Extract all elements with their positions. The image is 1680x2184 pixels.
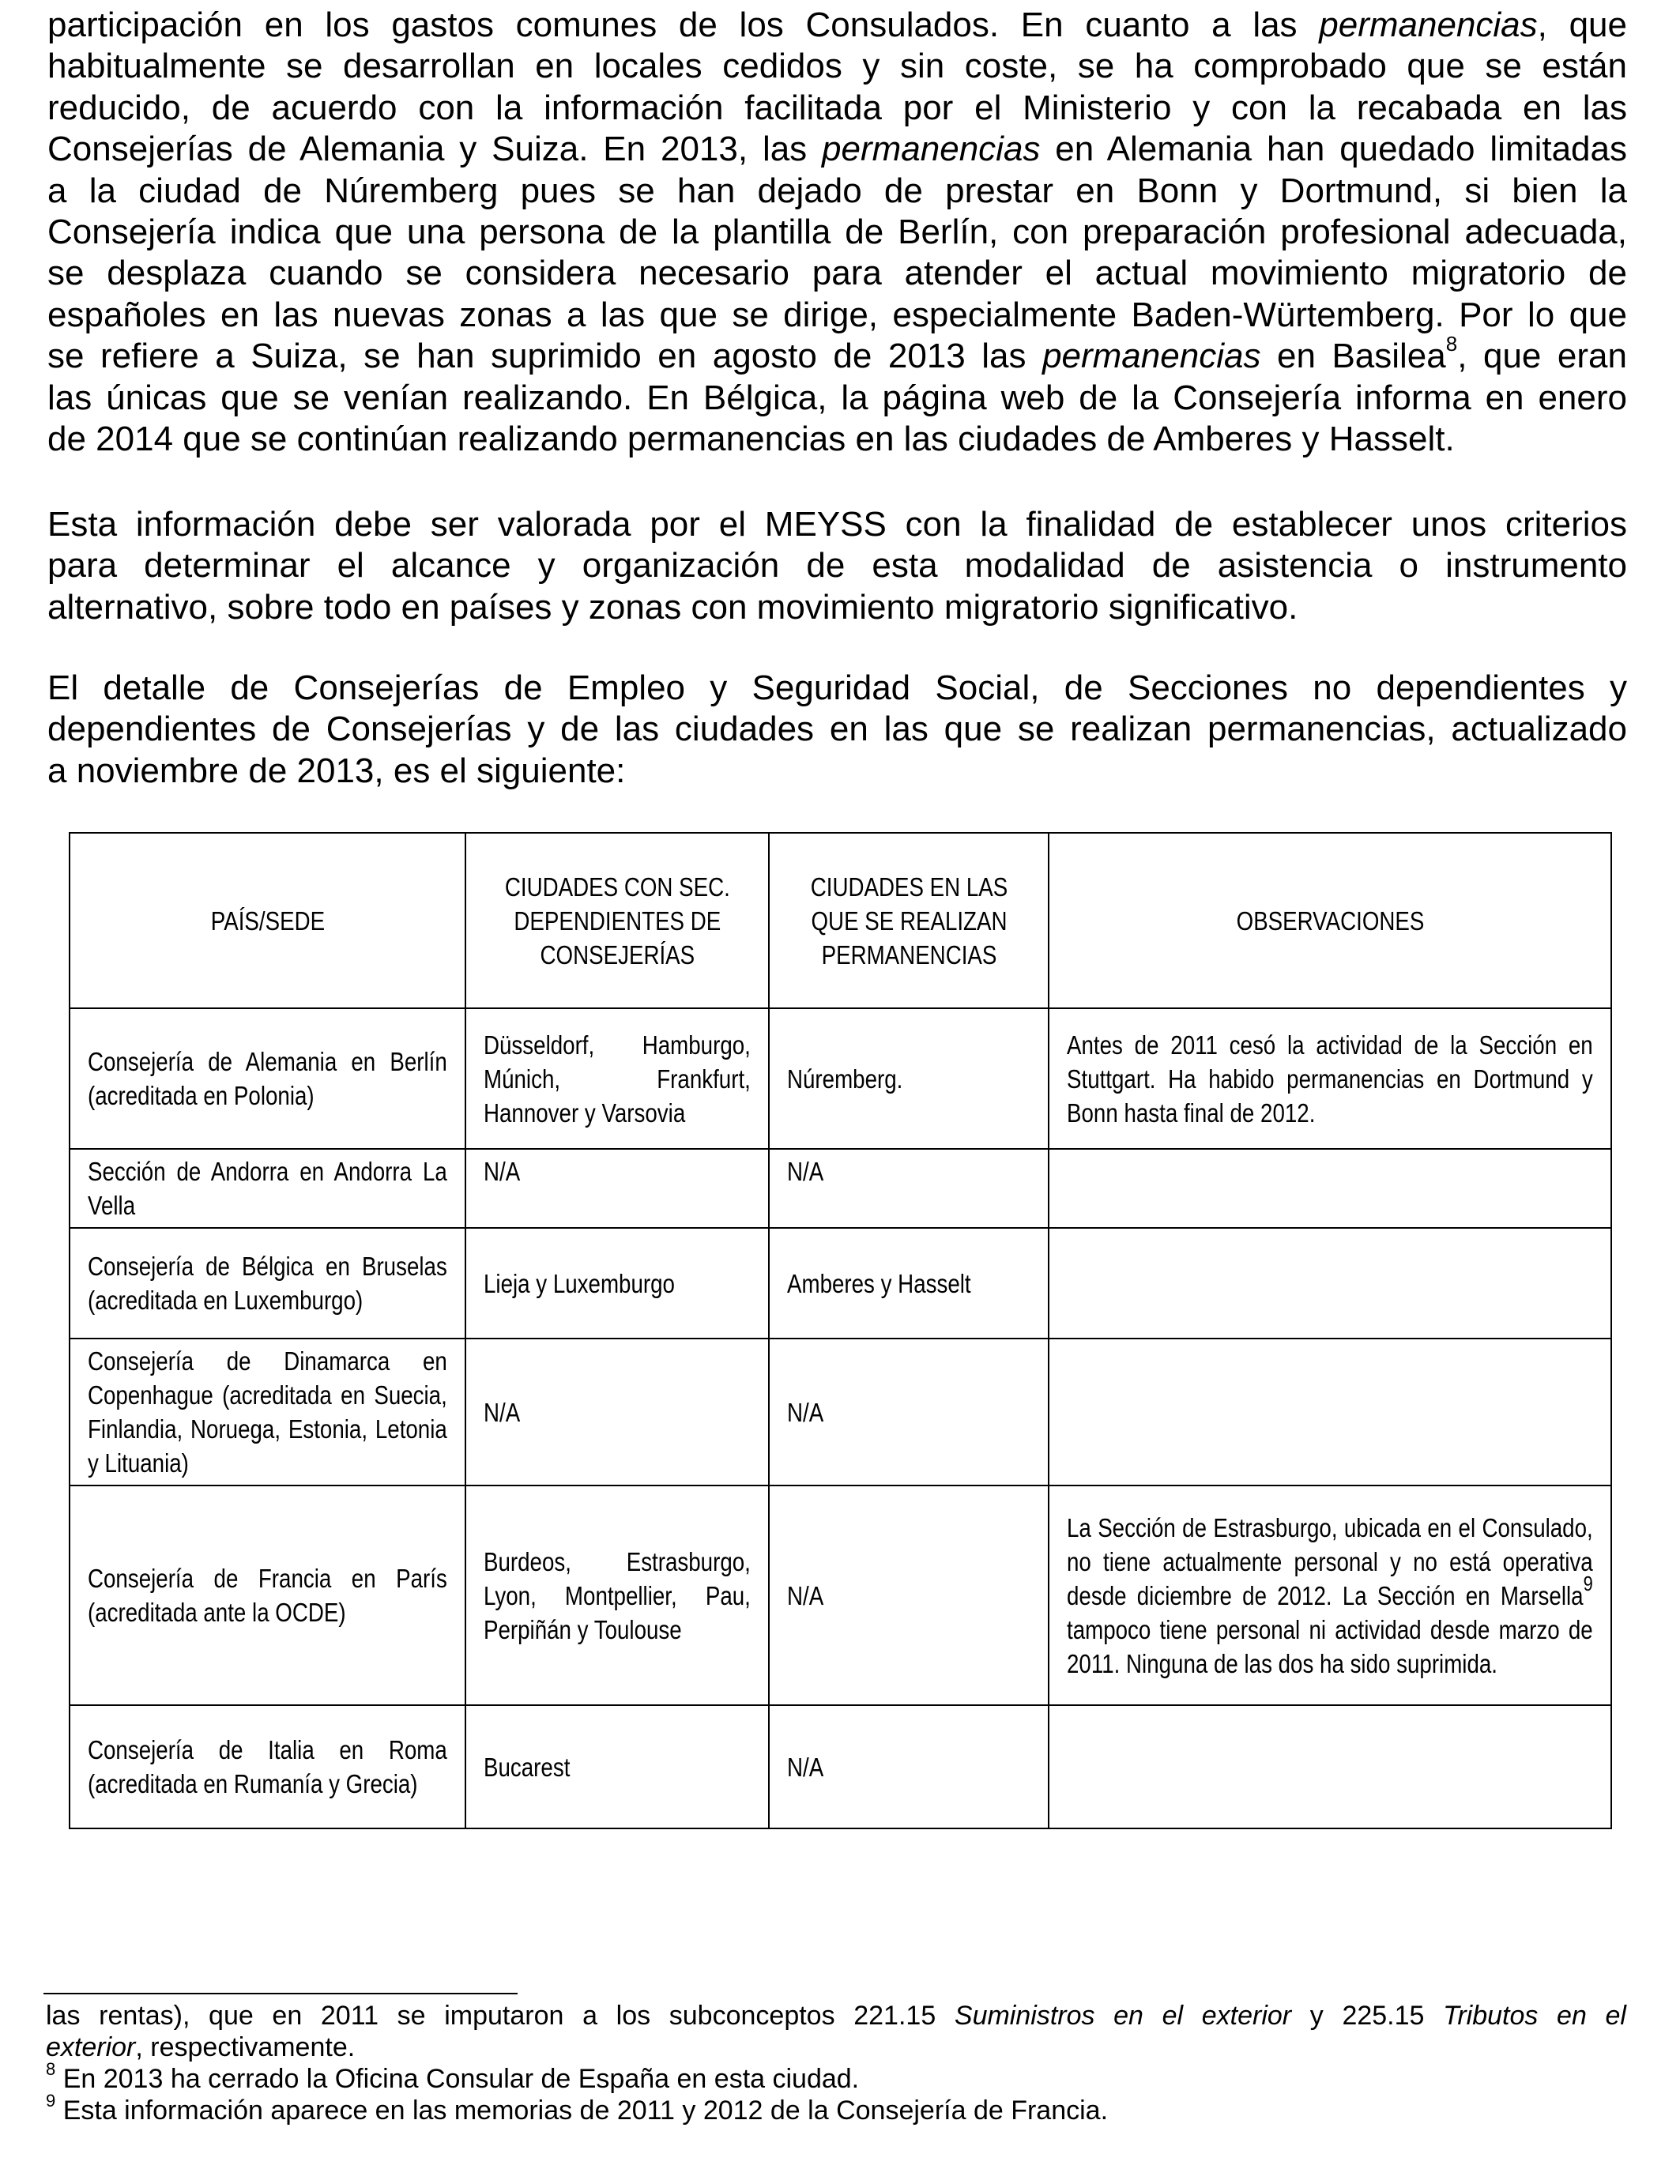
footnote-8: $^8$ En 2013 ha cerrado la Oficina Consular de España en esta ciudad.	[46, 2058, 860, 2094]
cell-observaciones	[1049, 1339, 1611, 1485]
text-line: Consejerías de Alemania y Suiza. En 2013, las permanencias en Alemania han quedado limitadas	[47, 130, 1627, 169]
cell-observaciones: La Sección de Estrasburgo, ubicada en el Consulado, no tiene actualmente personal y no está operativa desde diciembre de 2012. La Sección en Marsella$^9$ tampoco tiene personal ni actividad desde marzo de 2011. Ninguna de las dos ha sido suprimida.	[1049, 1485, 1611, 1705]
cell-ciudades-sec: Bucarest	[465, 1705, 769, 1828]
cell-permanencias: N/A	[769, 1485, 1049, 1705]
footnote-ref-8: 8	[1445, 331, 1458, 356]
cell-ciudades-sec: Düsseldorf, Hamburgo, Múnich, Frankfurt, Hannover y Varsovia	[465, 1008, 769, 1149]
footnote-9: $^9$ Esta información aparece en las memorias de 2011 y 2012 de la Consejería de Francia.	[46, 2090, 1109, 2126]
table-row	[70, 1228, 1611, 1339]
cell-pais: Consejería de Italia en Roma (acreditada en Rumanía y Grecia)	[70, 1705, 465, 1828]
cell-permanencias: Amberes y Hasselt	[769, 1228, 1049, 1339]
text-line: de 2014 que se continúan realizando permanencias en las ciudades de Amberes y Hasselt.	[47, 420, 1455, 459]
text-line: se refiere a Suiza, se han suprimido en agosto de 2013 las permanencias en Basilea$^8$, que eran	[47, 331, 1627, 376]
text-line: Esta información debe ser valorada por el MEYSS con la finalidad de establecer unos criterios	[47, 505, 1627, 544]
text-line: españoles en las nuevas zonas a las que se dirige, especialmente Baden-Würtemberg. Por lo que	[47, 295, 1627, 334]
paragraph-valoracion	[47, 504, 1627, 628]
table-row	[70, 1485, 1611, 1705]
cell-observaciones	[1049, 1705, 1611, 1828]
text-line: reducido, de acuerdo con la información facilitada por el Ministerio y con la recabada en las	[47, 88, 1627, 127]
footnote-separator	[43, 1993, 518, 1994]
text-line: a la ciudad de Núremberg pues se han dejado de prestar en Bonn y Dortmund, si bien la	[47, 171, 1627, 210]
cell-ciudades-sec: Burdeos, Estrasburgo, Lyon, Montpellier, Pau, Perpiñán y Toulouse	[465, 1485, 769, 1705]
cell-ciudades-sec: Lieja y Luxemburgo	[465, 1228, 769, 1339]
cell-pais: Consejería de Bélgica en Bruselas (acreditada en Luxemburgo)	[70, 1228, 465, 1339]
cell-observaciones	[1049, 1228, 1611, 1339]
footnote-ref-9: 9	[1583, 1571, 1593, 1595]
footnotes	[46, 2000, 1626, 2126]
text-line: habitualmente se desarrollan en locales cedidos y sin coste, se ha comprobado que se están	[47, 47, 1627, 86]
text-line: dependientes de Consejerías y de las ciudades en las que se realizan permanencias, actualizado	[47, 710, 1627, 749]
header-pais: PAÍS/SEDE	[70, 833, 465, 1008]
text-line: para determinar el alcance y organización de esta modalidad de asistencia o instrumento	[47, 546, 1627, 586]
cell-observaciones: Antes de 2011 cesó la actividad de la Sección en Stuttgart. Ha habido permanencias en Dortmund y Bonn hasta final de 2012.	[1049, 1008, 1611, 1149]
text-line: El detalle de Consejerías de Empleo y Seguridad Social, de Secciones no dependientes y	[47, 668, 1627, 707]
header-ciudades-perm: CIUDADES EN LAS QUE SE REALIZAN PERMANENCIAS	[769, 833, 1049, 1008]
header-observaciones: OBSERVACIONES	[1049, 833, 1611, 1008]
table-row	[70, 1008, 1611, 1149]
table-row	[70, 1149, 1611, 1228]
table-row	[70, 1339, 1611, 1485]
cell-observaciones	[1049, 1149, 1611, 1228]
cell-pais: Sección de Andorra en Andorra La Vella	[70, 1149, 465, 1228]
cell-permanencias: Núremberg.	[769, 1008, 1049, 1149]
text-line: participación en los gastos comunes de los Consulados. En cuanto a las permanencias, que	[47, 6, 1627, 44]
cell-pais: Consejería de Alemania en Berlín (acreditada en Polonia)	[70, 1008, 465, 1149]
cell-ciudades-sec: N/A	[465, 1149, 769, 1228]
header-ciudades-sec: CIUDADES CON SEC. DEPENDIENTES DE CONSEJERÍAS	[465, 833, 769, 1008]
cell-permanencias: N/A	[769, 1705, 1049, 1828]
footnote-continuation-line: las rentas), que en 2011 se imputaron a los subconceptos 221.15 Suministros en el exterior y 225.15 Tributos en el	[46, 2001, 1626, 2031]
paragraph-detalle	[47, 668, 1627, 792]
cell-ciudades-sec: N/A	[465, 1339, 769, 1485]
text-line: se desplaza cuando se considera necesario para atender el actual movimiento migratorio de	[47, 254, 1627, 293]
cell-permanencias: N/A	[769, 1339, 1049, 1485]
cell-permanencias: N/A	[769, 1149, 1049, 1228]
cell-pais: Consejería de Dinamarca en Copenhague (acreditada en Suecia, Finlandia, Noruega, Estonia, Letonia y Lituania)	[70, 1339, 465, 1485]
text-line: Consejería indica que una persona de la plantilla de Berlín, con preparación profesional adecuada,	[47, 213, 1627, 252]
paragraph-permanencias	[47, 5, 1627, 460]
cell-pais: Consejería de Francia en París (acreditada ante la OCDE)	[70, 1485, 465, 1705]
table-row	[70, 1705, 1611, 1828]
text-line: a noviembre de 2013, es el siguiente:	[47, 751, 626, 790]
footnote-continuation-line: exterior, respectivamente.	[46, 2032, 356, 2062]
text-line: las únicas que se venían realizando. En Bélgica, la página web de la Consejería informa en enero	[47, 378, 1627, 417]
text-line: alternativo, sobre todo en países y zonas con movimiento migratorio significativo.	[47, 587, 1298, 627]
table-header-row	[70, 833, 1611, 1008]
consejerias-table	[69, 832, 1612, 1829]
